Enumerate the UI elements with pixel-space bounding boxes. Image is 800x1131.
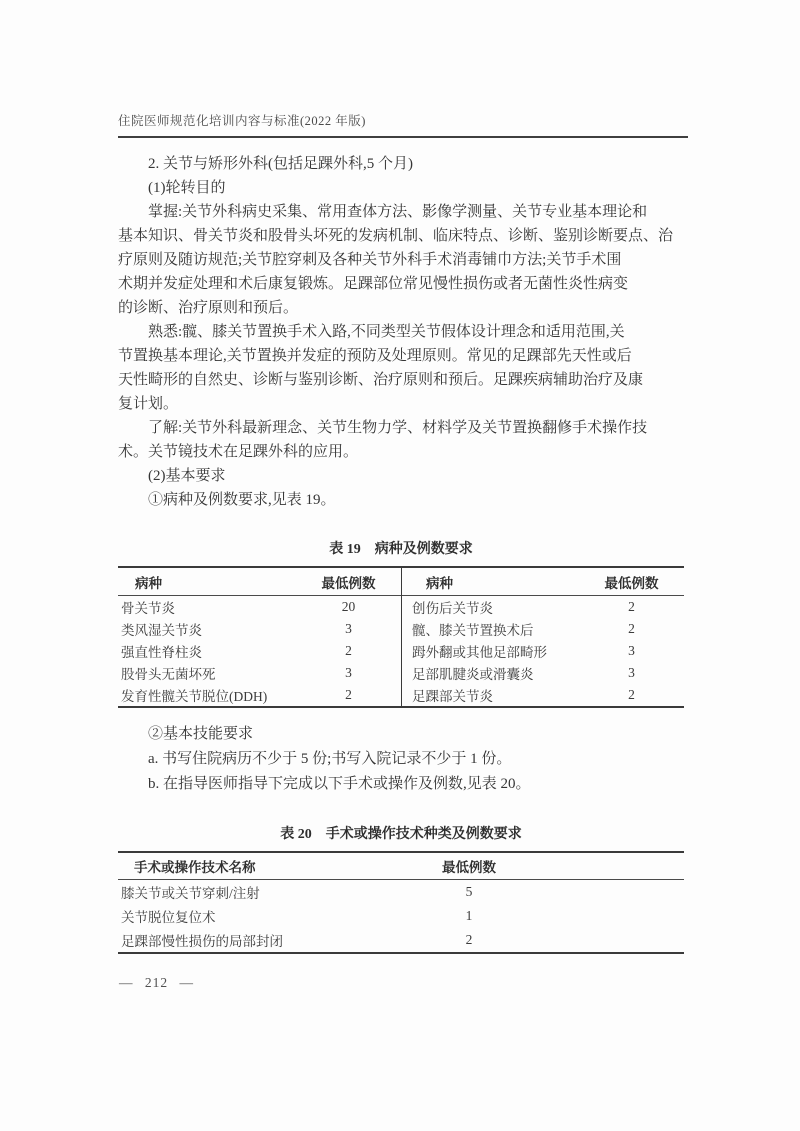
table-20-grid [118, 851, 684, 954]
body-line: 天性畸形的自然史、诊断与鉴别诊断、治疗原则和预后。足踝疾病辅助治疗及康 [118, 372, 644, 388]
table-cell-disease: 足踝部关节炎 [412, 689, 493, 704]
table-column-header: 手术或操作技术名称 [134, 860, 256, 875]
table-cell-disease: 足部肌腱炎或滑囊炎 [412, 667, 534, 682]
table-cell-count: 2 [628, 687, 635, 702]
body-line: 掌握:关节外科病史采集、常用查体方法、影像学测量、关节专业基本理论和 [148, 204, 648, 220]
table-cell-disease: 髋、膝关节置换术后 [412, 623, 534, 638]
table-cell-disease: 骨关节炎 [121, 601, 175, 616]
table-column-header: 病种 [426, 575, 453, 591]
table-19-grid [118, 566, 684, 708]
table-20 [118, 823, 684, 954]
body-line: 了解:关节外科最新理念、关节生物力学、材料学及关节置换翻修手术操作技 [148, 420, 648, 436]
table-cell-count: 3 [345, 621, 352, 636]
table-cell-count: 2 [465, 932, 473, 947]
body-line: a. 书写住院病历不少于 5 份;书写入院记录不少于 1 份。 [148, 751, 512, 767]
table-cell-count: 2 [345, 643, 352, 658]
body-line: 基本知识、骨关节炎和股骨头坏死的发病机制、临床特点、诊断、鉴别诊断要点、治 [118, 228, 674, 244]
body-line: 节置换基本理论,关节置换并发症的预防及处理原则。常见的足踝部先天性或后 [118, 348, 632, 364]
table-19 [118, 538, 684, 708]
table-cell-count: 2 [628, 621, 635, 636]
body-line: 复计划。 [118, 396, 179, 412]
table-cell-count: 2 [345, 687, 352, 702]
body-line: 的诊断、治疗原则和预后。 [118, 300, 299, 316]
basic-skills-section [118, 722, 692, 797]
table-cell-count: 5 [465, 884, 473, 899]
table-cell-disease: 创伤后关节炎 [412, 601, 493, 616]
body-line: 术。关节镜技术在足踝外科的应用。 [118, 444, 359, 460]
body-line: (2)基本要求 [148, 468, 226, 484]
table-cell-count: 3 [345, 665, 352, 680]
footer-page-number: — 212 — [119, 975, 194, 990]
table-19-divider [401, 568, 402, 706]
table-cell-count: 3 [628, 665, 635, 680]
body-line: 2. 关节与矫形外科(包括足踝外科,5 个月) [148, 156, 413, 172]
table-cell-disease: 类风湿关节炎 [121, 623, 202, 638]
table-cell-disease: 发育性髋关节脱位(DDH) [121, 689, 268, 704]
table-row [118, 904, 684, 928]
table-row [118, 880, 684, 904]
table-20-label: 表 20 [280, 827, 312, 842]
table-19-label: 表 19 [329, 542, 361, 557]
body-line: 熟悉:髋、膝关节置换手术入路,不同类型关节假体设计理念和适用范围,关 [148, 324, 625, 340]
table-20-caption: 手术或操作技术种类及例数要求 [325, 827, 522, 842]
table-column-header: 病种 [135, 575, 162, 591]
table-cell-count: 1 [465, 908, 473, 923]
body-line: ①病种及例数要求,见表 19。 [148, 492, 336, 508]
table-cell-procedure: 膝关节或关节穿刺/注射 [121, 886, 260, 901]
table-cell-disease: 股骨头无菌坏死 [121, 667, 216, 682]
table-cell-procedure: 关节脱位复位术 [121, 910, 216, 925]
table-19-title [118, 538, 684, 558]
running-head: 住院医师规范化培训内容与标准(2022 年版) [118, 111, 688, 138]
table-column-header: 最低例数 [321, 575, 376, 591]
table-column-header: 最低例数 [442, 860, 496, 875]
table-column-header: 最低例数 [604, 575, 659, 591]
body-line: b. 在指导医师指导下完成以下手术或操作及例数,见表 20。 [148, 776, 531, 792]
body-text [118, 152, 692, 512]
body-line: 疗原则及随访规范;关节腔穿刺及各种关节外科手术消毒铺巾方法;关节手术围 [118, 252, 622, 268]
table-20-header-row [118, 853, 684, 880]
table-cell-count: 3 [628, 643, 635, 658]
table-cell-count: 20 [341, 599, 356, 614]
table-cell-disease: 强直性脊柱炎 [121, 645, 202, 660]
table-cell-procedure: 足踝部慢性损伤的局部封闭 [121, 934, 283, 949]
body-line: (1)轮转目的 [148, 180, 226, 196]
table-19-caption: 病种及例数要求 [374, 542, 473, 557]
body-line: ②基本技能要求 [148, 726, 254, 742]
table-cell-count: 2 [628, 599, 635, 614]
body-line: 术期并发症处理和术后康复锻炼。足踝部位常见慢性损伤或者无菌性炎性病变 [118, 276, 629, 292]
table-20-title [118, 823, 684, 843]
table-cell-disease: 𧿹外翻或其他足部畸形 [412, 645, 547, 660]
table-row [118, 928, 684, 952]
